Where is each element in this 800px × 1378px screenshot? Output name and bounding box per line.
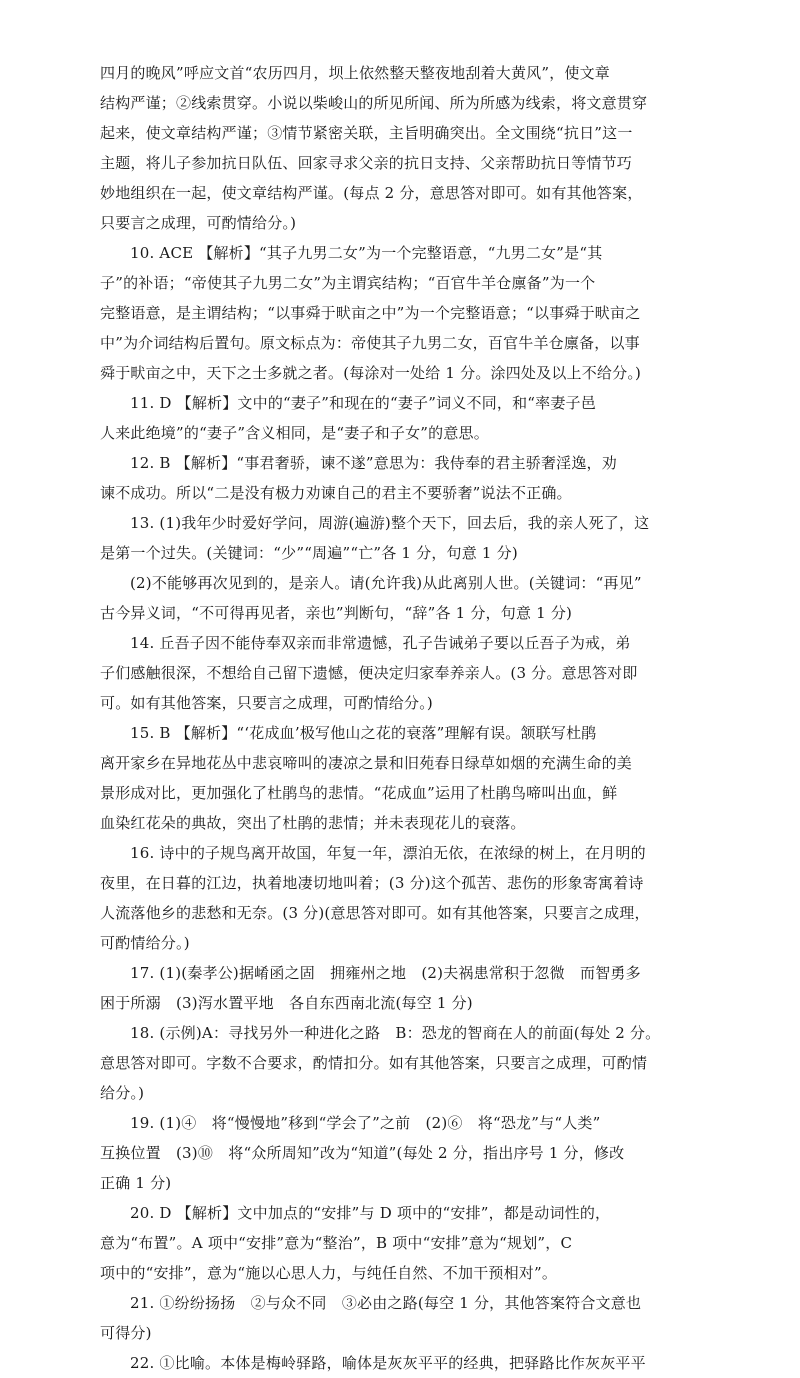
text-line: 离开家乡在异地花丛中悲哀啼叫的凄凉之景和旧苑春日绿草如烟的充满生命的美 bbox=[100, 754, 633, 772]
text-line: 妙地组织在一起，使文章结构严谨。(每点 2 分，意思答对即可。如有其他答案， bbox=[100, 184, 643, 202]
text-line: 20. D 【解析】文中加点的“安排”与 D 项中的“安排”，都是动词性的， bbox=[130, 1204, 611, 1222]
text-line: 17. (1)(秦孝公)据崤函之固 拥雍州之地 (2)夫祸患常积于忽微 而智勇多 bbox=[130, 964, 641, 982]
text-line: 可。如有其他答案，只要言之成理，可酌情给分。) bbox=[100, 694, 433, 712]
text-line: 谏不成功。所以“二是没有极力劝谏自己的君主不要骄奢”说法不正确。 bbox=[100, 484, 572, 502]
text-line: 起来，使文章结构严谨；③情节紧密关联，主旨明确突出。全文围绕“抗日”这一 bbox=[100, 124, 633, 142]
text-line: 四月的晚风”呼应文首“农历四月，坝上依然整天整夜地刮着大黄风”，使文章 bbox=[100, 64, 611, 82]
text-line: 正确 1 分) bbox=[100, 1174, 172, 1192]
text-line: 可酌情给分。) bbox=[100, 934, 190, 952]
text-line: 子们感触很深，不想给自己留下遗憾，便决定归家奉养亲人。(3 分。意思答对即 bbox=[100, 664, 638, 682]
text-line: 只要言之成理，可酌情给分。) bbox=[100, 214, 297, 232]
text-line: 古今异义词，“不可得再见者，亲也”判断句，“辞”各 1 分，句意 1 分) bbox=[100, 604, 573, 622]
text-line: 18. (示例)A：寻找另外一种进化之路 B：恐龙的智商在人的前面(每处 2 分。 bbox=[130, 1024, 661, 1042]
text-line: 血染红花朵的典故，突出了杜鹃的悲情；并未表现花儿的衰落。 bbox=[100, 814, 526, 832]
text-line: 子”的补语；“帝使其子九男二女”为主谓宾结构；“百官牛羊仓廪备”为一个 bbox=[100, 274, 596, 292]
text-line: 主题，将儿子参加抗日队伍、回家寻求父亲的抗日支持、父亲帮助抗日等情节巧 bbox=[100, 154, 633, 172]
text-line: 13. (1)我年少时爱好学问，周游(遍游)整个天下，回去后，我的亲人死了，这 bbox=[130, 514, 650, 532]
text-line: 意为“布置”。A 项中“安排”意为“整治”，B 项中“安排”意为“规划”，C bbox=[100, 1234, 573, 1252]
text-line: 22. ①比喻。本体是梅岭驿路，喻体是灰灰平平的经典，把驿路比作灰灰平平 bbox=[130, 1354, 646, 1372]
text-line: 困于所溺 (3)泻水置平地 各自东西南北流(每空 1 分) bbox=[100, 994, 473, 1012]
text-line: 景形成对比，更加强化了杜鹃鸟的悲情。“花成血”运用了杜鹃鸟啼叫出血，鲜 bbox=[100, 784, 618, 802]
text-line: (2)不能够再次见到的，是亲人。请(允许我)从此离别人世。(关键词：“再见” bbox=[130, 574, 642, 592]
text-line: 可得分) bbox=[100, 1324, 152, 1342]
text-line: 10. ACE 【解析】“其子九男二女”为一个完整语意，“九男二女”是“其 bbox=[130, 244, 603, 262]
text-line: 中”为介词结构后置句。原文标点为：帝使其子九男二女，百官牛羊仓廪备，以事 bbox=[100, 334, 640, 352]
text-line: 12. B 【解析】“事君奢骄，谏不遂”意思为：我侍奉的君主骄奢淫逸，劝 bbox=[130, 454, 617, 472]
text-line: 人来此绝境”的“妻子”含义相同，是“妻子和子女”的意思。 bbox=[100, 424, 489, 442]
text-line: 互换位置 (3)⑩ 将“众所周知”改为“知道”(每处 2 分，指出序号 1 分，修改 bbox=[100, 1144, 625, 1162]
answer-key-page bbox=[100, 58, 700, 1378]
text-line: 舜于畎亩之中，天下之士多就之者。(每涂对一处给 1 分。涂四处及以上不给分。) bbox=[100, 364, 642, 382]
text-line: 夜里，在日暮的江边，执着地凄切地叫着；(3 分)这个孤苦、悲伤的形象寄寓着诗 bbox=[100, 874, 644, 892]
text-line: 15. B 【解析】“‘花成血’极写他山之花的衰落”理解有误。颔联写杜鹃 bbox=[130, 724, 597, 742]
text-line: 19. (1)④ 将“慢慢地”移到“学会了”之前 (2)⑥ 将“恐龙”与“人类” bbox=[130, 1114, 601, 1132]
text-line: 是第一个过失。(关键词：“少”“周遍”“亡”各 1 分，句意 1 分) bbox=[100, 544, 518, 562]
text-line: 完整语意，是主谓结构；“以事舜于畎亩之中”为一个完整语意；“以事舜于畎亩之 bbox=[100, 304, 641, 322]
text-line: 11. D 【解析】文中的“妻子”和现在的“妻子”词义不同，和“率妻子邑 bbox=[130, 394, 596, 412]
text-line: 14. 丘吾子因不能侍奉双亲而非常遗憾，孔子告诫弟子要以丘吾子为戒，弟 bbox=[130, 634, 631, 652]
text-line: 结构严谨；②线索贯穿。小说以柴峻山的所见所闻、所为所感为线索，将文意贯穿 bbox=[100, 94, 648, 112]
text-line: 项中的“安排”，意为“施以心思人力，与纯任自然、不加干预相对”。 bbox=[100, 1264, 558, 1282]
text-line: 意思答对即可。字数不合要求，酌情扣分。如有其他答案，只要言之成理，可酌情 bbox=[100, 1054, 648, 1072]
text-line: 人流落他乡的悲愁和无奈。(3 分)(意思答对即可。如有其他答案，只要言之成理， bbox=[100, 904, 650, 922]
text-line: 21. ①纷纷扬扬 ②与众不同 ③必由之路(每空 1 分，其他答案符合文意也 bbox=[130, 1294, 642, 1312]
text-line: 16. 诗中的子规鸟离开故国，年复一年，漂泊无依，在浓绿的树上，在月明的 bbox=[130, 844, 646, 862]
text-line: 给分。) bbox=[100, 1084, 145, 1102]
